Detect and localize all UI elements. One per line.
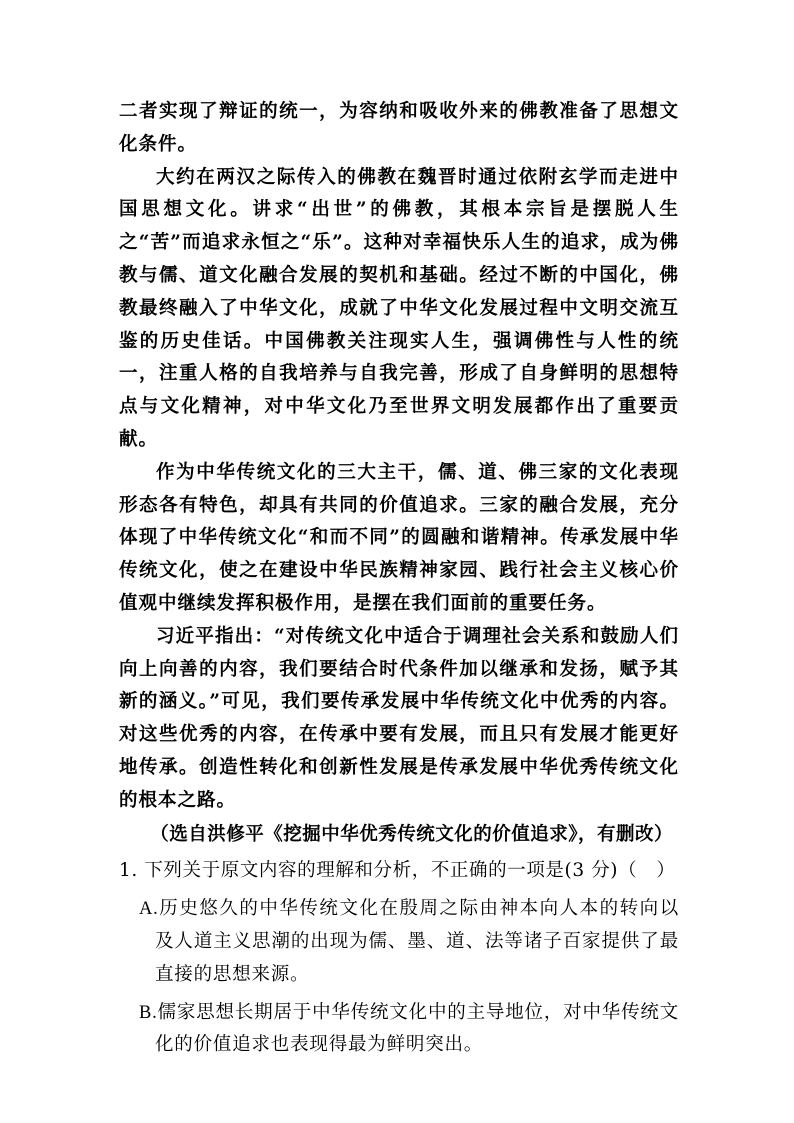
- paragraph-quote: 习近平指出：“对传统文化中适合于调理社会关系和鼓励人们向上向善的内容，我们要结合时代条件加以继承和发扬，赋予其新的涵义。”可见，我们要传承发展中华传统文化中优秀的内容。对这些优秀的内容，在传承中要有发展，而且只有发展才能更好地传承。创造性转化和创新性发展是传承发展中华优秀传统文化的根本之路。: [119, 625, 679, 811]
- option-b: [119, 997, 679, 1063]
- paragraph-buddhism: 大约在两汉之际传入的佛教在魏晋时通过依附玄学而走进中国思想文化。讲求“出世”的佛教，其根本宗旨是摆脱人生之“苦”而追求永恒之“乐”。这种对幸福快乐人生的追求，成为佛教与儒、道文化融合发展的契机和基础。经过不断的中国化，佛教最终融入了中华文化，成就了中华文化发展过程中文明交流互鉴的历史佳话。中国佛教关注现实人生，强调佛性与人性的统一，注重人格的自我培养与自我完善，形成了自身鲜明的思想特点与文化精神，对中华文化乃至世界文明发展都作出了重要贡献。: [119, 166, 679, 450]
- option-text: 历史悠久的中华传统文化在殷周之际由神本向人本的转向以及人道主义思潮的出现为儒、墨、道、法等诸子百家提供了最直接的思想来源。: [155, 898, 679, 985]
- option-letter: A.: [139, 899, 159, 920]
- option-a: [119, 893, 679, 991]
- source-citation: （选自洪修平《挖掘中华优秀传统文化的价值追求》，有删改）: [150, 823, 673, 845]
- question-stem: 1. 下列关于原文内容的理解和分析，不正确的一项是(3 分)（ ）: [119, 860, 676, 882]
- paragraph-three-schools: 作为中华传统文化的三大主干，儒、道、佛三家的文化表现形态各有特色，却具有共同的价值追求。三家的融合发展，充分体现了中华传统文化“和而不同”的圆融和谐精神。传承发展中华传统文化，使之在建设中华民族精神家园、践行社会主义核心价值观中继续发挥积极作用，是摆在我们面前的重要任务。: [119, 461, 679, 614]
- option-letter: B.: [139, 1002, 158, 1023]
- option-text: 儒家思想长期居于中华传统文化中的主导地位，对中华传统文化的价值追求也表现得最为鲜明突出。: [155, 1001, 679, 1056]
- paragraph-continuation: 二者实现了辩证的统一，为容纳和吸收外来的佛教准备了思想文化条件。: [119, 101, 679, 155]
- document-page: [119, 96, 679, 1062]
